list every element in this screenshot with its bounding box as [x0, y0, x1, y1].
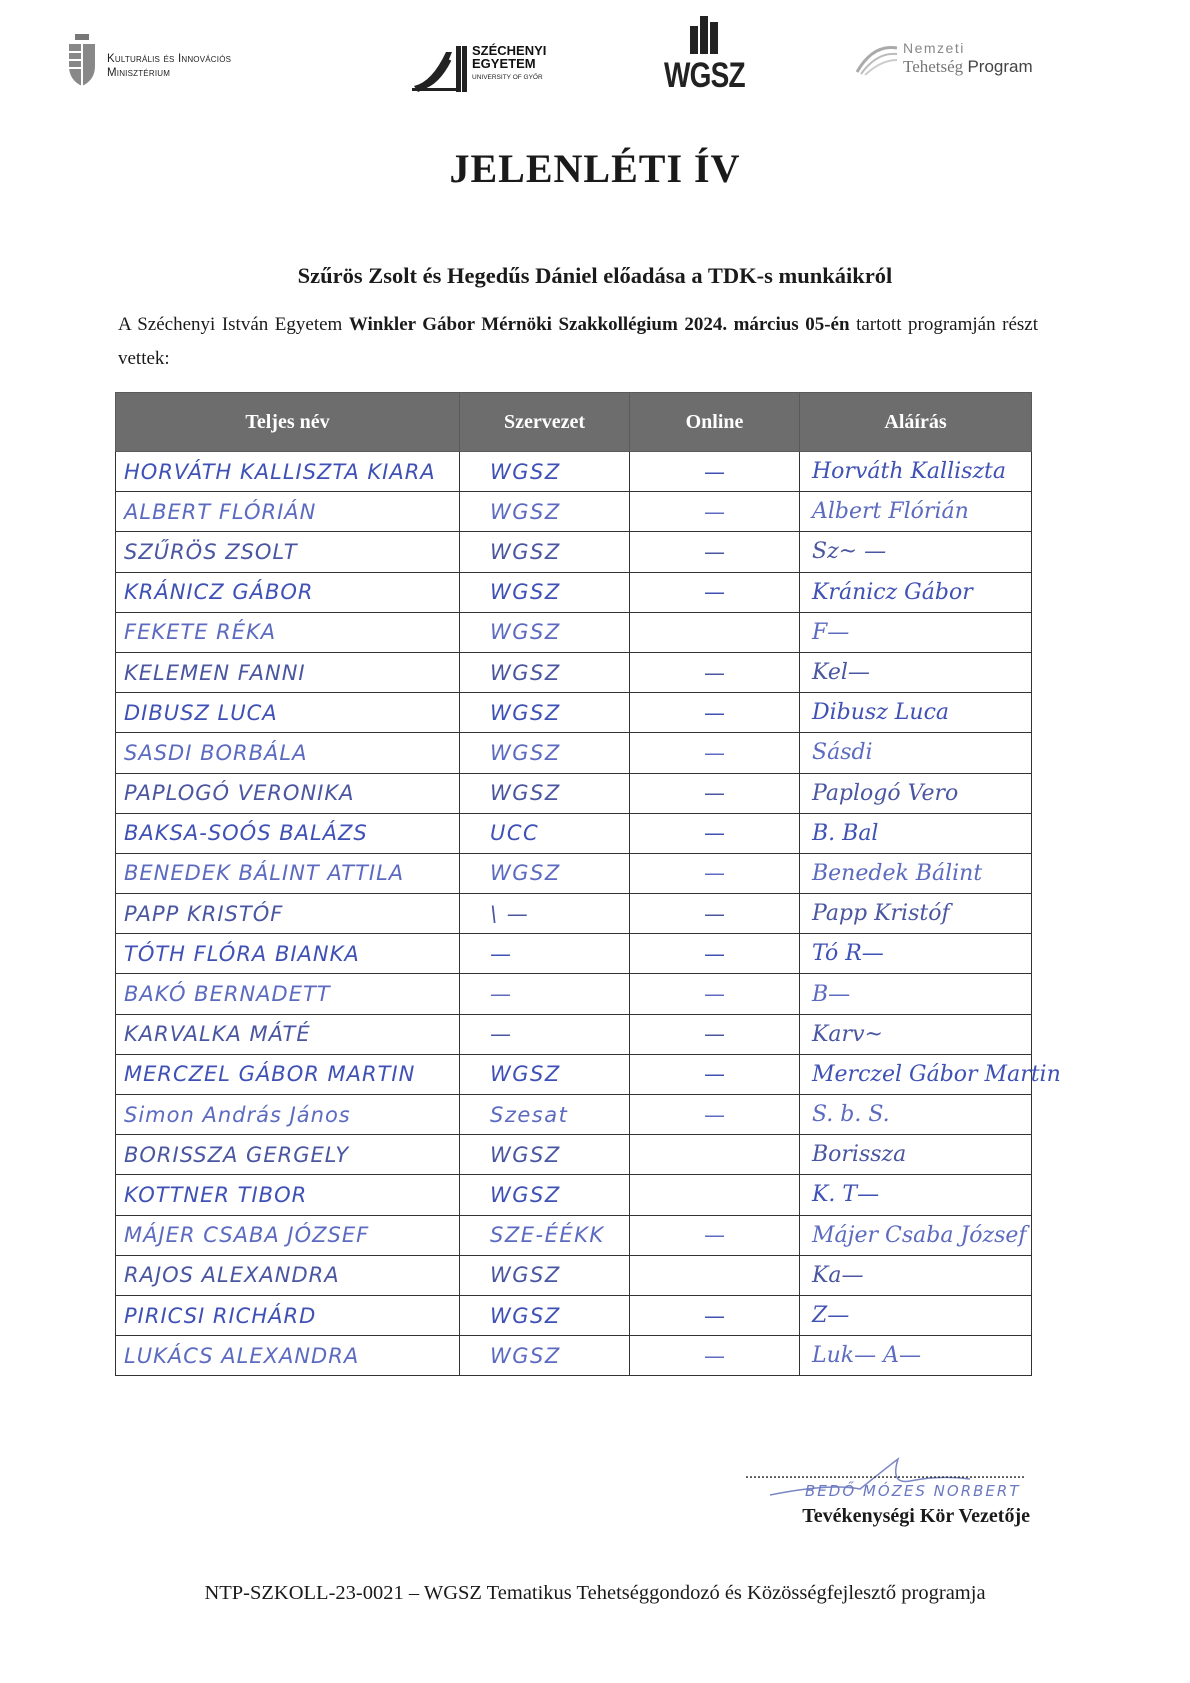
event-subtitle: Szűrös Zsolt és Hegedűs Dániel előadása a TDK-s munkáikról: [297, 263, 893, 288]
attendance-body: [116, 452, 1061, 1376]
ntp-logo: [855, 40, 1055, 90]
attendee-signature: B. Bal: [800, 813, 1032, 853]
table-row: [116, 974, 1032, 1014]
header-online: Online: [630, 393, 800, 452]
attendee-name: TÓTH FLÓRA BIANKA: [116, 934, 460, 974]
table-row: [116, 894, 1032, 934]
sze-line1: SZÉCHENYI: [472, 43, 547, 58]
attendee-org: WGSZ: [460, 1135, 630, 1175]
attendee-signature: Kránicz Gábor: [800, 572, 1032, 612]
attendee-online: —: [630, 1054, 800, 1094]
sze-emblem-icon: [412, 42, 468, 94]
header-org: Szervezet: [460, 393, 630, 452]
attendee-online: [630, 1255, 800, 1295]
attendee-online: —: [630, 733, 800, 773]
ministry-line2: Minisztérium: [107, 67, 171, 79]
attendee-name: SZŰRÖS ZSOLT: [116, 532, 460, 572]
attendee-online: —: [630, 1295, 800, 1335]
attendee-signature: Kel—: [800, 652, 1032, 692]
table-row: [116, 693, 1032, 733]
attendee-signature: Paplogó Vero: [800, 773, 1032, 813]
attendee-org: —: [460, 934, 630, 974]
sze-logo: [412, 40, 592, 102]
attendee-signature: Z—: [800, 1295, 1032, 1335]
attendee-org: WGSZ: [460, 452, 630, 492]
wgsz-logo: [654, 12, 754, 102]
table-row: [116, 1054, 1032, 1094]
attendee-online: —: [630, 693, 800, 733]
attendee-signature: Ka—: [800, 1255, 1032, 1295]
attendee-name: KOTTNER TIBOR: [116, 1175, 460, 1215]
attendee-org: \ —: [460, 894, 630, 934]
intro-text: [118, 308, 1038, 376]
table-row: [116, 1295, 1032, 1335]
table-row: [116, 773, 1032, 813]
table-row: [116, 532, 1032, 572]
attendee-name: BAKSA-SOÓS BALÁZS: [116, 813, 460, 853]
table-row: [116, 652, 1032, 692]
table-row: [116, 612, 1032, 652]
attendee-org: WGSZ: [460, 1175, 630, 1215]
attendee-name: BORISSZA GERGELY: [116, 1135, 460, 1175]
attendee-org: Szesat: [460, 1095, 630, 1135]
intro-part2: tartott programján részt vettek:: [118, 314, 1038, 369]
leader-handwritten-name: BEDŐ MÓZES NORBERT: [805, 1482, 1021, 1500]
attendee-name: BENEDEK BÁLINT ATTILA: [116, 853, 460, 893]
table-row: [116, 733, 1032, 773]
attendee-org: WGSZ: [460, 773, 630, 813]
attendee-org: SZE-ÉÉKK: [460, 1215, 630, 1255]
attendee-signature: Albert Flórián: [800, 492, 1032, 532]
ntp-word-tehetseg: Tehetség: [903, 57, 964, 76]
attendee-org: WGSZ: [460, 532, 630, 572]
attendee-signature: Karv~: [800, 1014, 1032, 1054]
table-row: [116, 934, 1032, 974]
attendee-name: PIRICSI RICHÁRD: [116, 1295, 460, 1335]
attendee-name: KARVALKA MÁTÉ: [116, 1014, 460, 1054]
attendee-signature: S. b. S.: [800, 1095, 1032, 1135]
attendee-org: WGSZ: [460, 492, 630, 532]
attendee-signature: Luk— A—: [800, 1336, 1032, 1376]
signature-line: ......................................................................: [745, 1465, 1025, 1482]
attendee-signature: B—: [800, 974, 1032, 1014]
attendee-org: WGSZ: [460, 612, 630, 652]
attendee-name: DIBUSZ LUCA: [116, 693, 460, 733]
attendee-online: —: [630, 652, 800, 692]
attendee-org: WGSZ: [460, 652, 630, 692]
table-header-row: [116, 393, 1032, 452]
attendee-name: HORVÁTH KALLISZTA KIARA: [116, 452, 460, 492]
page-title: JELENLÉTI ÍV: [449, 146, 741, 191]
attendee-online: —: [630, 773, 800, 813]
attendee-online: —: [630, 572, 800, 612]
ministry-line1: Kulturális és Innovációs: [107, 53, 232, 65]
ntp-word-program: Program: [967, 57, 1033, 76]
table-row: [116, 1215, 1032, 1255]
attendee-online: [630, 612, 800, 652]
table-row: [116, 813, 1032, 853]
table-row: [116, 1014, 1032, 1054]
attendee-signature: Májer Csaba József: [800, 1215, 1032, 1255]
attendee-name: PAPLOGÓ VERONIKA: [116, 773, 460, 813]
coat-of-arms-icon: [65, 30, 99, 92]
program-footer: NTP-SZKOLL-23-0021 – WGSZ Tematikus Tehetséggondozó és Közösségfejlesztő programja: [204, 1582, 986, 1604]
attendee-org: WGSZ: [460, 853, 630, 893]
attendee-online: —: [630, 894, 800, 934]
table-row: [116, 572, 1032, 612]
table-row: [116, 1135, 1032, 1175]
leader-title: Tevékenységi Kör Vezetője: [802, 1505, 1030, 1527]
sze-line2: EGYETEM: [472, 56, 536, 71]
attendee-org: WGSZ: [460, 1295, 630, 1335]
attendee-online: —: [630, 813, 800, 853]
attendee-name: FEKETE RÉKA: [116, 612, 460, 652]
attendee-signature: Horváth Kalliszta: [800, 452, 1032, 492]
header-signature: Aláírás: [800, 393, 1032, 452]
table-row: [116, 1175, 1032, 1215]
attendee-name: PAPP KRISTÓF: [116, 894, 460, 934]
table-row: [116, 492, 1032, 532]
attendee-online: —: [630, 1215, 800, 1255]
attendee-name: MÁJER CSABA JÓZSEF: [116, 1215, 460, 1255]
attendee-name: LUKÁCS ALEXANDRA: [116, 1336, 460, 1376]
header-name: Teljes név: [116, 393, 460, 452]
intro-part1: A Széchenyi István Egyetem: [118, 314, 349, 335]
attendee-online: —: [630, 532, 800, 572]
attendee-online: —: [630, 853, 800, 893]
ntp-swoosh-icon: [855, 42, 899, 76]
attendee-org: WGSZ: [460, 1336, 630, 1376]
attendee-online: —: [630, 934, 800, 974]
attendee-signature: Sásdi: [800, 733, 1032, 773]
wgsz-wordmark: WGSZ: [664, 56, 745, 95]
table-row: [116, 853, 1032, 893]
table-row: [116, 1336, 1032, 1376]
attendance-table: [115, 392, 1061, 1376]
attendee-online: [630, 1175, 800, 1215]
attendee-online: —: [630, 492, 800, 532]
sze-line3: UNIVERSITY OF GYŐR: [472, 74, 543, 81]
attendee-name: Simon András János: [116, 1095, 460, 1135]
intro-bold: Winkler Gábor Mérnöki Szakkollégium 2024. március 05-én: [348, 314, 850, 335]
attendee-name: BAKÓ BERNADETT: [116, 974, 460, 1014]
attendee-org: WGSZ: [460, 1255, 630, 1295]
attendee-org: —: [460, 974, 630, 1014]
attendee-online: —: [630, 974, 800, 1014]
attendee-signature: Papp Kristóf: [800, 894, 1032, 934]
attendee-signature: Benedek Bálint: [800, 853, 1032, 893]
attendee-online: —: [630, 1095, 800, 1135]
attendee-name: ALBERT FLÓRIÁN: [116, 492, 460, 532]
attendee-name: KELEMEN FANNI: [116, 652, 460, 692]
attendee-name: MERCZEL GÁBOR MARTIN: [116, 1054, 460, 1094]
attendee-name: RAJOS ALEXANDRA: [116, 1255, 460, 1295]
table-row: [116, 452, 1032, 492]
attendee-signature: F—: [800, 612, 1032, 652]
attendee-name: KRÁNICZ GÁBOR: [116, 572, 460, 612]
attendee-signature: Borissza: [800, 1135, 1032, 1175]
ntp-line2: [903, 57, 1033, 77]
attendee-signature: Sz~ —: [800, 532, 1032, 572]
attendee-signature: Dibusz Luca: [800, 693, 1032, 733]
table-row: [116, 1255, 1032, 1295]
attendee-org: WGSZ: [460, 572, 630, 612]
attendee-name: SASDI BORBÁLA: [116, 733, 460, 773]
attendee-org: UCC: [460, 813, 630, 853]
attendee-online: —: [630, 452, 800, 492]
ministry-logo: [65, 30, 305, 100]
attendee-org: WGSZ: [460, 1054, 630, 1094]
ntp-line1: Nemzeti: [903, 40, 965, 56]
table-row: [116, 1095, 1032, 1135]
attendee-online: —: [630, 1336, 800, 1376]
attendee-signature: Merczel Gábor Martin: [800, 1054, 1032, 1094]
attendee-org: —: [460, 1014, 630, 1054]
attendee-online: —: [630, 1014, 800, 1054]
attendee-signature: K. T—: [800, 1175, 1032, 1215]
building-icon: [686, 12, 722, 54]
attendee-signature: Tó R—: [800, 934, 1032, 974]
attendee-org: WGSZ: [460, 693, 630, 733]
attendee-org: WGSZ: [460, 733, 630, 773]
attendee-online: [630, 1135, 800, 1175]
